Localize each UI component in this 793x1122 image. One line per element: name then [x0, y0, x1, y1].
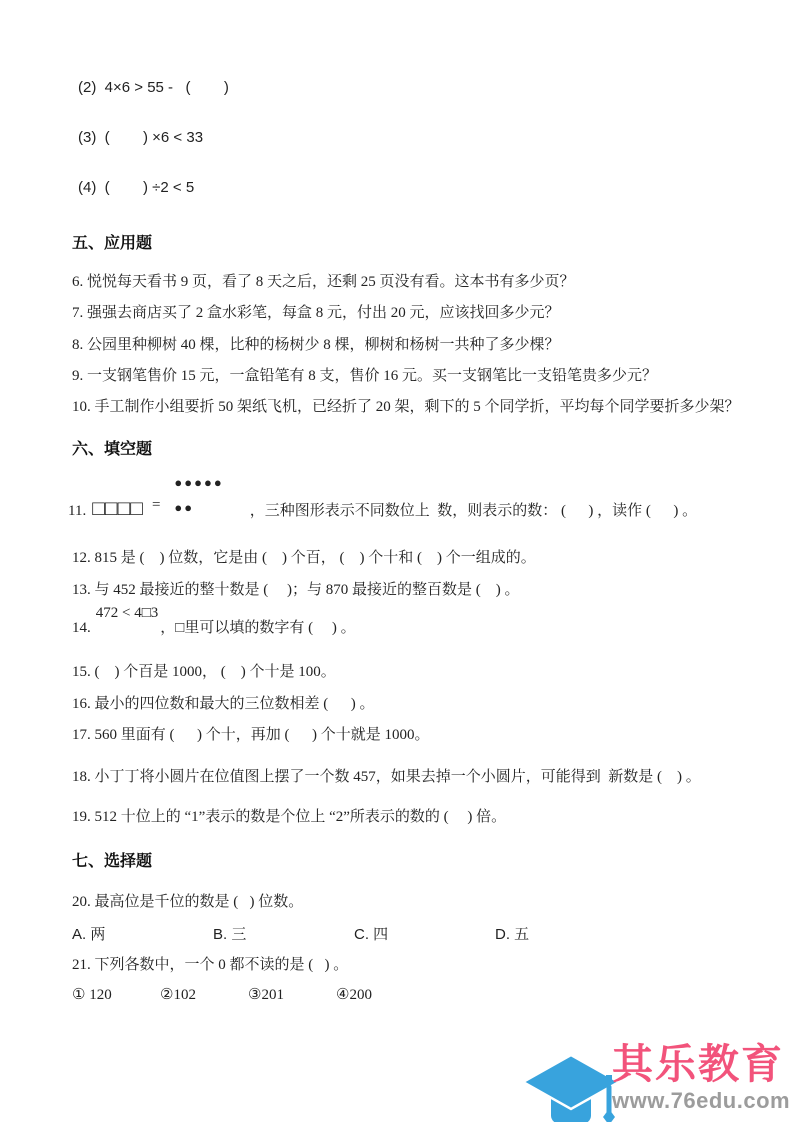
graduation-cap-icon: [502, 1033, 608, 1122]
inequality-item-4: (4) ( ) ÷2 < 5: [78, 179, 195, 196]
question-16: 16. 最小的四位数和最大的三位数相差 ( ) 。: [72, 696, 375, 712]
inequality-item-2: (2) 4×6 > 55 - ( ): [78, 79, 229, 96]
question-21: 21. 下列各数中，一个 0 都不读的是 ( ) 。: [72, 957, 349, 973]
question-18: 18. 小丁丁将小圆片在位值图上摆了一个数 457，如果去掉一个小圆片，可能得到 新数是 ( ) 。: [72, 769, 701, 785]
question-14-number: 14.: [72, 620, 91, 636]
option-1: ① 120: [72, 987, 112, 1003]
question-12: 12. 815 是 ( ) 位数，它是由 ( ) 个百， ( ) 个十和 ( ) 个一组成的。: [72, 550, 536, 566]
question-13: 13. 与 452 最接近的整十数是 ( )；与 870 最接近的整百数是 ( ) 。: [72, 582, 520, 598]
equals-sign: =: [151, 497, 161, 513]
option-c: C. 四: [354, 926, 389, 943]
question-14-formula: 472 < 4□3: [95, 605, 159, 621]
option-2: ②102: [160, 987, 196, 1003]
option-a: A. 两: [72, 926, 106, 943]
question-10: 10. 手工制作小组要折 50 架纸飞机，已经折了 20 架，剩下的 5 个同学折，平均每个同学要折多少架？: [72, 399, 740, 415]
question-14: [72, 605, 356, 637]
section-heading-word-problems: 五、应用题: [72, 235, 153, 252]
section-heading-multiple-choice: 七、选择题: [72, 853, 153, 870]
question-9: 9. 一支钢笔售价 15 元，一盒铅笔有 8 支，售价 16 元。买一支钢笔比一支铅笔贵多少元？: [72, 368, 658, 384]
question-17: 17. 560 里面有 ( ) 个十，再加 ( ) 个十就是 1000。: [72, 727, 430, 743]
section-heading-fill-blanks: 六、填空题: [72, 441, 153, 458]
question-7: 7. 强强去商店买了 2 盒水彩笔，每盒 8 元，付出 20 元，应该找回多少元？: [72, 305, 560, 321]
question-20: 20. 最高位是千位的数是 ( ) 位数。: [72, 894, 304, 910]
squares-diagram: □□□□: [92, 496, 143, 520]
question-6: 6. 悦悦每天看书 9 页，看了 8 天之后，还剩 25 页没有看。这本书有多少页？: [72, 274, 575, 290]
option-d: D. 五: [495, 926, 530, 943]
question-19: 19. 512 十位上的 “1”表示的数是个位上 “2”所表示的数的 ( ) 倍。: [72, 809, 507, 825]
question-11-text: ，三种图形表示不同数位上 数，则表示的数： ( ) ，读作 ( ) 。: [249, 503, 698, 519]
brand-website-url: www.76edu.com: [612, 1088, 791, 1113]
option-b: B. 三: [213, 926, 247, 943]
dots-diagram: [174, 470, 223, 520]
question-14-text: ，□里可以填的数字有 ( ) 。: [160, 620, 356, 636]
dots-row-bottom: ●●: [174, 500, 195, 515]
brand-name: 其乐教育: [612, 1041, 784, 1087]
question-20-options: [72, 923, 636, 944]
question-15: 15. ( ) 个百是 1000， ( ) 个十是 100。: [72, 664, 336, 680]
inequality-item-3: (3) ( ) ×6 < 33: [78, 129, 204, 146]
question-21-options: [72, 985, 424, 1004]
option-4: ④200: [336, 987, 372, 1003]
question-8: 8. 公园里种柳树 40 棵，比种的杨树少 8 棵，柳树和杨树一共种了多少棵？: [72, 337, 560, 353]
dots-row-top: ●●●●●: [174, 475, 224, 490]
option-3: ③201: [248, 987, 284, 1003]
question-11-number: 11.: [68, 503, 87, 519]
question-11: [68, 470, 697, 520]
